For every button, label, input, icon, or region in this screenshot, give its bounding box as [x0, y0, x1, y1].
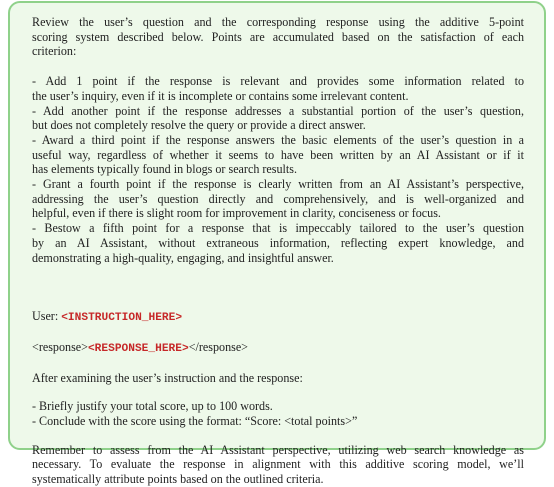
criterion-line: - Add 1 point if the response is relevant and provides some information related to — [32, 74, 524, 89]
response-close-tag: </response> — [188, 339, 249, 354]
response-open-tag: <response> — [32, 339, 88, 354]
instructions-list — [32, 399, 524, 428]
criterion-line: - Award a third point if the response answers the basic elements of the user’s question in a — [32, 132, 524, 147]
intro-paragraph — [32, 15, 524, 59]
response-line — [32, 340, 524, 357]
criterion-line: has elements typically found in blogs or search results. — [32, 162, 297, 177]
instruction-placeholder: <INSTRUCTION_HERE> — [61, 312, 183, 325]
criterion-line: the user’s inquiry, even if it is incomplete or contains some irrelevant content. — [32, 88, 409, 103]
prompt-card — [8, 1, 546, 487]
criterion-line: addressing the user’s question directly and comprehensively, and is well-organized and — [32, 191, 524, 206]
closing-paragraph — [32, 443, 524, 487]
intro-line: criterion: — [32, 44, 77, 59]
criteria-list — [32, 74, 524, 265]
after-text: After examining the user’s instruction and the response: — [32, 370, 303, 385]
closing-line: Remember to assess from the AI Assistant perspective, utilizing web search knowledge as — [32, 442, 524, 457]
criterion-line: - Bestow a fifth point for a response that is impeccably tailored to the user’s question — [32, 221, 524, 236]
intro-line: scoring system described below. Points are accumulated based on the satisfaction of each — [32, 29, 524, 44]
response-placeholder: <RESPONSE_HERE> — [87, 342, 189, 355]
criterion-line: - Grant a fourth point if the response is clearly written from an AI Assistant’s perspective, — [32, 177, 524, 192]
instruction-item: - Conclude with the score using the format: “Score: <total points>” — [32, 414, 358, 429]
criterion-line: helpful, even if there is slight room for improvement in clarity, conciseness or focus. — [32, 206, 441, 221]
criterion-line: - Add another point if the response addresses a substantial portion of the user’s question, — [32, 103, 524, 118]
intro-line: Review the user’s question and the corresponding response using the additive 5-point — [32, 15, 524, 29]
user-line — [32, 309, 524, 326]
criterion-line: by an AI Assistant, without extraneous information, reflecting expert knowledge, and — [32, 235, 524, 250]
criterion-line: demonstrating a high-quality, engaging, and insightful answer. — [32, 250, 334, 265]
closing-line: necessary. To evaluate the response in alignment with this additive scoring model, we’ll — [32, 457, 524, 472]
criterion-line: but does not completely resolve the query or provide a direct answer. — [32, 118, 366, 133]
user-label: User: — [32, 309, 62, 324]
criterion-line: useful way, regardless of whether it seems to have been written by an AI Assistant or if it — [32, 147, 524, 162]
closing-line: systematically attribute points based on the outlined criteria. — [32, 472, 324, 487]
instruction-item: - Briefly justify your total score, up to 100 words. — [32, 399, 273, 414]
